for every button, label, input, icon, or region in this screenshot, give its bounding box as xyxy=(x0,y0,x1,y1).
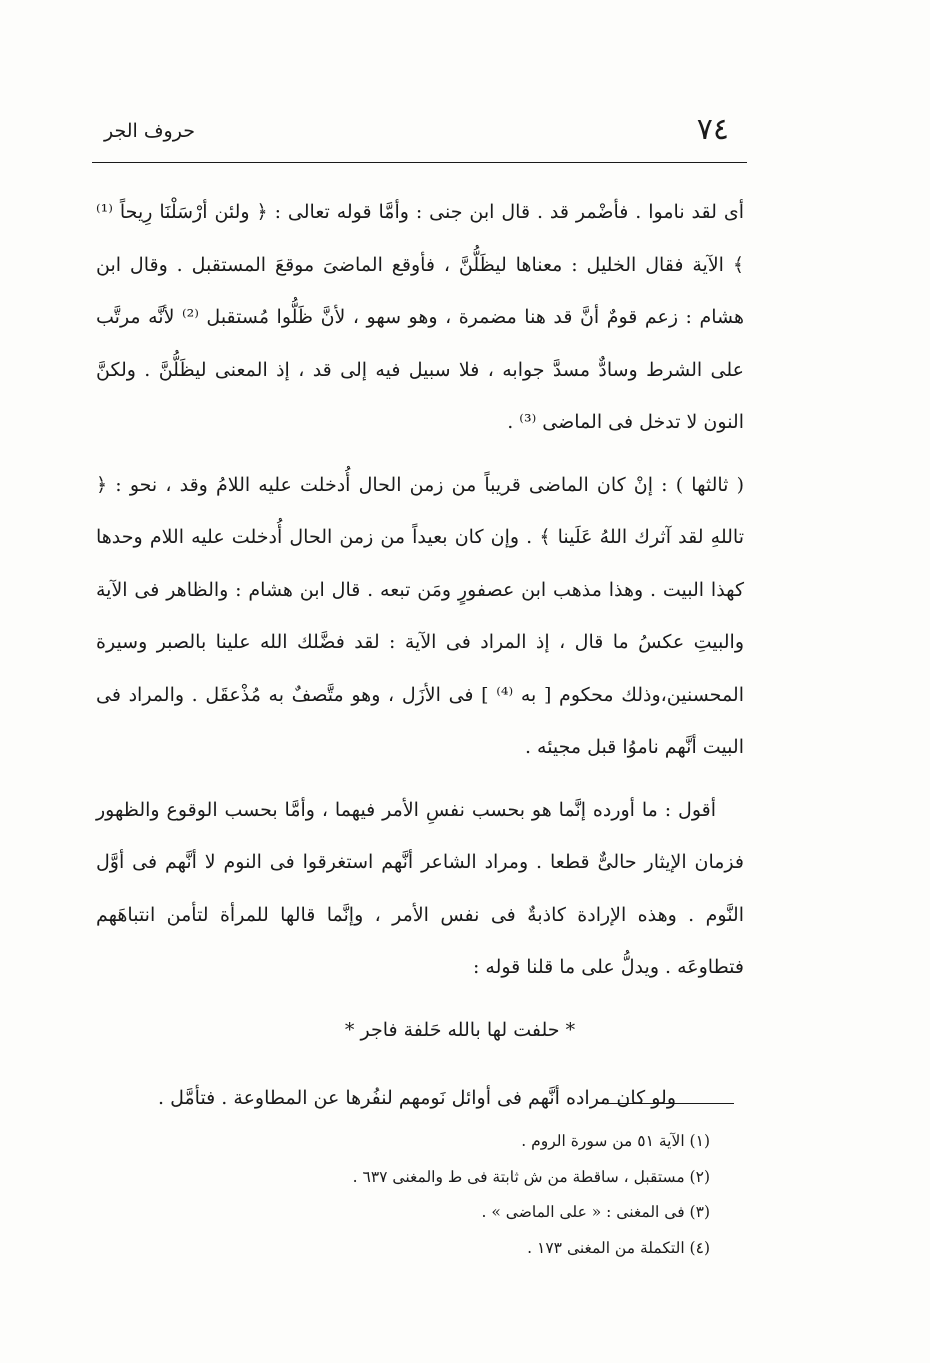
footnote-4: (٤) التكملة من المغنى ١٧٣ . xyxy=(527,1238,710,1257)
paragraph-2: ( ثالثها ) : إنْ كان الماضى قريباً من زمن الحال أُدخلت عليه اللامُ وقد ، نحو : ﴿ تاللهِ لقد آثرك اللهُ عَلَينا ﴾ . وإن كان بعيداً من زمن الحال أُدخلت عليه اللام وحدها كهذا البيت . وهذا مذهب ابن عصفورٍ ومَن تبعه . قال ابن هشام : والظاهر فى الآية والبيتِ عكسُ ما قال ، إذ المراد فى الآية : لقد فضَّلك الله علينا بالصبر وسيرة المحسنين،وذلك محكوم [ به ⁽⁴⁾ ] فى الأزَل ، وهو متَّصفٌ به مُذْعقَل . والمراد فى البيت أنَّهم ناموُا قبل مجيئه . xyxy=(96,473,744,758)
poetry-verse: * حلفت لها بالله حَلفة فاجر * xyxy=(344,1018,576,1041)
footnote-1: (١) الآية ٥١ من سورة الروم . xyxy=(521,1132,710,1150)
page-header xyxy=(92,112,747,160)
footnote-2: (٢) مستقبل ، ساقطة من ش ثابتة فى ط والمغنى ٦٣٧ . xyxy=(352,1167,710,1186)
header-divider xyxy=(92,162,747,163)
running-title: حروف الجر xyxy=(104,120,195,142)
paragraph-3: أقول : ما أورده إنَّما هو بحسب نفسِ الأمر فيهما ، وأمَّا بحسب الوقوع والظهور فزمان الإيثار حالىٌّ قطعا . ومراد الشاعر أنَّهم استغرقوا فى النوم لا أنَّهم فى أوَّل النَّوم . وهذه الإرادة كاذبةٌ فى نفس الأمر ، وإنَّما قالها للمرأة لتأمن انتباهَهم فتطاوعَه . ويدلُّ على ما قلنا قوله : xyxy=(96,798,744,978)
paragraph-1: أى لقد ناموا . فأضْمر قد . قال ابن جنى : وأمَّا قوله تعالى : ﴿ ولئن أرْسَلْنَا رِيحاً ⁽¹⁾ ﴾ الآية فقال الخليل : معناها ليظَلُّنَّ ، فأوقع الماضىَ موقعَ المستقبل . وقال ابن هشام : زعم قومٌ أنَّ قد هنا مضمرة ، وهو سهو ، لأنَّ ظَلُّوا مُستقبل ⁽²⁾ لأنَّه مرتَّب على الشرط وسادٌّ مسدَّ جوابه ، فلا سبيل فيه إلى قد ، إذ المعنى ليظَلُّنَّ . ولكنَّ النون لا تدخل فى الماضى ⁽³⁾ . xyxy=(96,201,744,433)
footnotes xyxy=(352,1124,710,1266)
closing-line: ولو كان مراده أنَّهم فى أوائل نَومهم لنفُرها عن المطاوعة . فتأمَّل . xyxy=(158,1086,676,1109)
main-text xyxy=(96,186,744,1124)
page-number: ٧٤ xyxy=(696,112,729,147)
footnote-divider xyxy=(598,1103,734,1104)
footnote-3: (٣) فى المغنى : « على الماضى » . xyxy=(481,1203,710,1221)
